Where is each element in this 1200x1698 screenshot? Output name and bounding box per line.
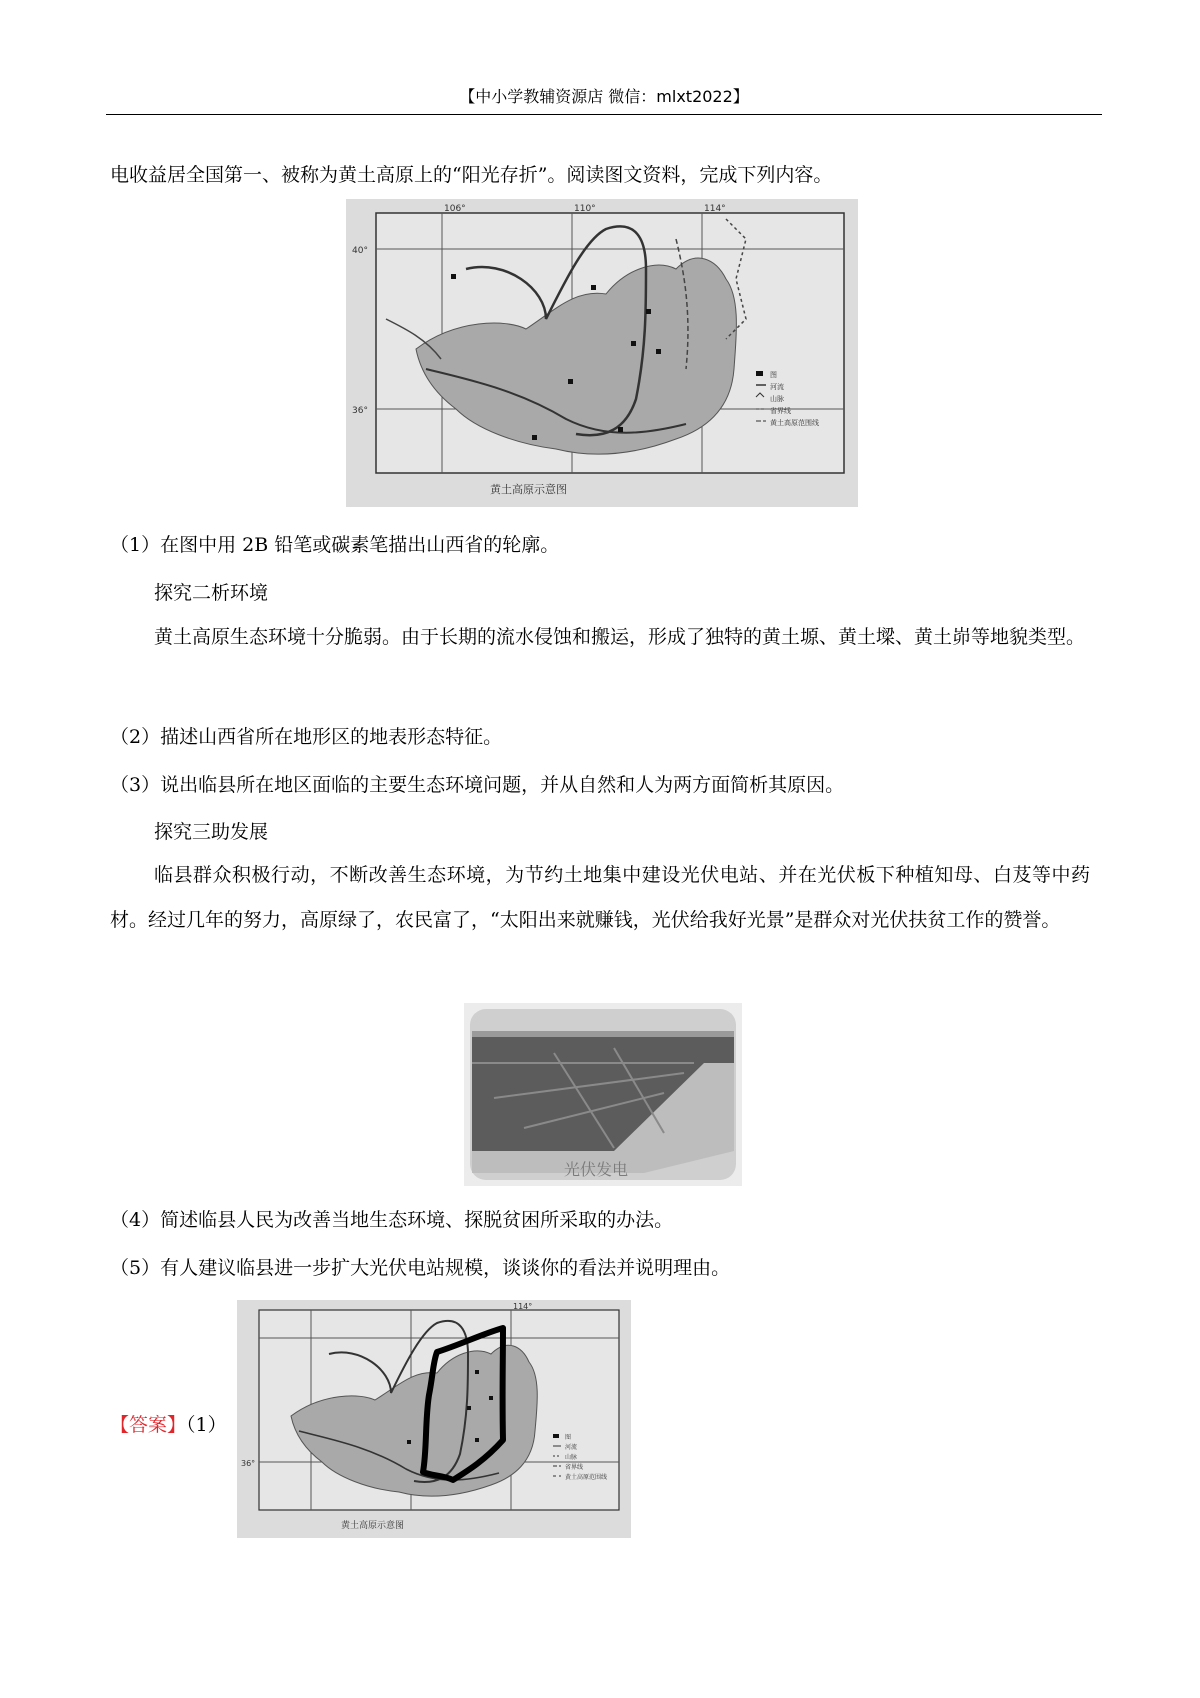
answer-map-caption: 黄土高原示意图 xyxy=(341,1521,405,1531)
answer-number: （1） xyxy=(186,1414,227,1436)
answer-map-legend-item: 图 xyxy=(565,1434,572,1441)
loess-plateau-map xyxy=(346,199,858,507)
section-3-title: 探究三助发展 xyxy=(154,821,269,843)
map-legend-item: 黄土高原范围线 xyxy=(770,419,819,427)
answer-label-line xyxy=(110,1410,227,1437)
map-lat-label: 40° xyxy=(352,246,368,256)
question-1: （1）在图中用 2B 铅笔或碳素笔描出山西省的轮廓。 xyxy=(110,534,560,556)
photo-caption: 光伏发电 xyxy=(564,1160,629,1179)
question-5: （5）有人建议临县进一步扩大光伏电站规模，谈谈你的看法并说明理由。 xyxy=(110,1257,731,1279)
map-lon-label: 114° xyxy=(704,204,726,214)
answer-label: 【答案】 xyxy=(110,1414,187,1436)
section-3-body: 临县群众积极行动，不断改善生态环境，为节约土地集中建设光伏电站、并在光伏板下种植知母、白芨等中药材。经过几年的努力，高原绿了，农民富了，“太阳出来就赚钱，光伏给我好光景”是群众对光伏扶贫工作的赞誉。 xyxy=(110,864,1090,931)
solar-farm-photo xyxy=(464,1003,742,1186)
page-header: 【中小学教辅资源店 微信：mlxt2022】 xyxy=(459,87,749,106)
map-lon-label: 106° xyxy=(444,204,466,214)
map-caption: 黄土高原示意图 xyxy=(490,483,567,496)
answer-map-legend-item: 黄土高原范围线 xyxy=(565,1474,608,1481)
map-lat-label: 36° xyxy=(352,406,368,416)
question-3: （3）说出临县所在地区面临的主要生态环境问题，并从自然和人为两方面简析其原因。 xyxy=(110,774,845,796)
map-lon-label: 110° xyxy=(574,204,596,214)
answer-map-legend-item: 河流 xyxy=(565,1444,578,1451)
answer-map-legend-item: 省界线 xyxy=(565,1464,584,1471)
intro-text: 电收益居全国第一、被称为黄土高原上的“阳光存折”。阅读图文资料，完成下列内容。 xyxy=(110,164,833,186)
question-2: （2）描述山西省所在地形区的地表形态特征。 xyxy=(110,726,503,748)
answer-map-legend-item: 山脉 xyxy=(565,1454,578,1461)
answer-map-lon-label: 114° xyxy=(513,1302,533,1311)
map-legend-item: 图 xyxy=(770,371,777,379)
map-legend-item: 省界线 xyxy=(770,407,791,415)
section-2-body: 黄土高原生态环境十分脆弱。由于长期的流水侵蚀和搬运，形成了独特的黄土塬、黄土墚、黄土峁等地貌类型。 xyxy=(154,626,1086,648)
header-divider xyxy=(106,114,1102,115)
map-legend-item: 河流 xyxy=(770,383,784,391)
map-legend-item: 山脉 xyxy=(770,395,784,403)
section-2-title: 探究二析环境 xyxy=(154,582,269,604)
question-4: （4）简述临县人民为改善当地生态环境、探脱贫困所采取的办法。 xyxy=(110,1209,674,1231)
answer-map xyxy=(237,1300,631,1538)
answer-map-lat-label: 36° xyxy=(241,1459,256,1468)
